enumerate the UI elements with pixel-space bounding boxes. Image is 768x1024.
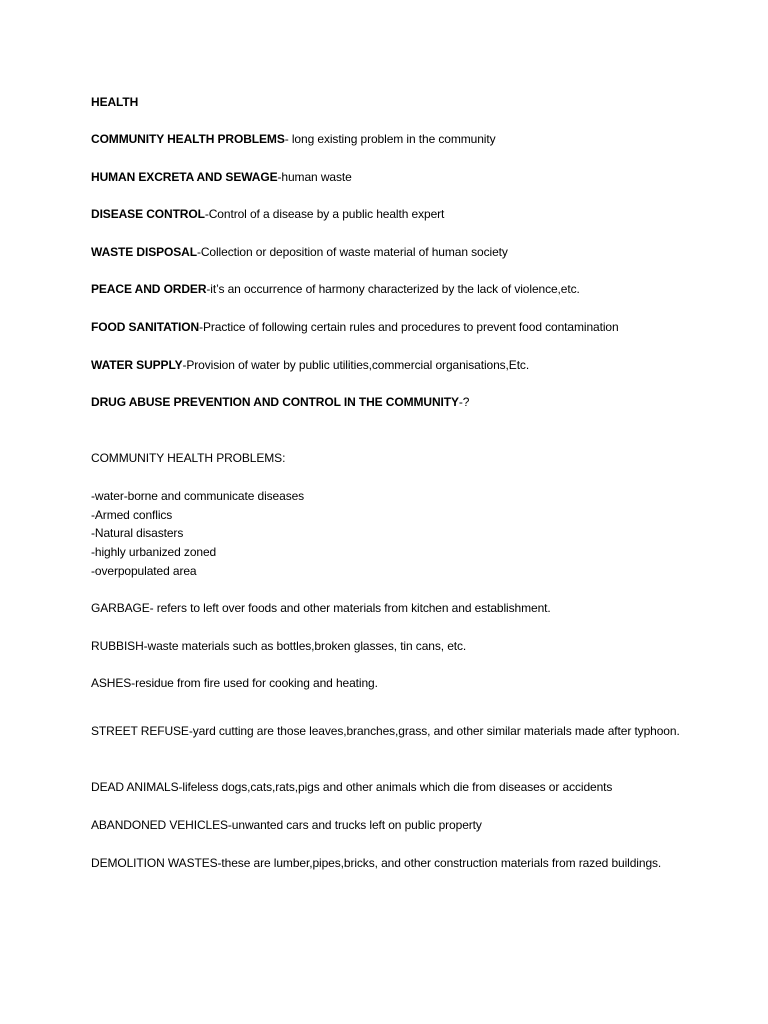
waste-item: STREET REFUSE-yard cutting are those leaves,branches,grass, and other similar materials made after typhoon. (91, 724, 680, 738)
definition-term: PEACE AND ORDER (91, 282, 207, 296)
definition-item (91, 244, 508, 260)
definition-term: DRUG ABUSE PREVENTION AND CONTROL IN THE COMMUNITY (91, 395, 459, 409)
list-item: -highly urbanized zoned (91, 545, 217, 559)
definition-item (91, 394, 469, 410)
definition-item (91, 357, 529, 373)
definition-item (91, 131, 496, 147)
list-item: -water-borne and communicate diseases (91, 489, 305, 503)
definition-desc: -? (458, 395, 470, 409)
document-title: HEALTH (91, 95, 139, 109)
definition-term: WASTE DISPOSAL (91, 245, 197, 259)
list-item: -overpopulated area (91, 564, 197, 578)
list-item: -Armed conflics (91, 508, 173, 522)
waste-item: DEMOLITION WASTES-these are lumber,pipes,bricks, and other construction materials from razed buildings. (91, 856, 662, 870)
definition-desc: -Control of a disease by a public health expert (204, 207, 445, 221)
waste-item: RUBBISH-waste materials such as bottles,broken glasses, tin cans, etc. (91, 639, 467, 653)
definition-desc: -human waste (277, 170, 352, 184)
definition-item (91, 281, 580, 297)
definition-term: DISEASE CONTROL (91, 207, 205, 221)
list-item: -Natural disasters (91, 526, 184, 540)
waste-item: ASHES-residue from fire used for cooking and heating. (91, 676, 378, 690)
definition-item (91, 169, 352, 185)
waste-item: DEAD ANIMALS-lifeless dogs,cats,rats,pigs and other animals which die from diseases or accidents (91, 780, 613, 794)
definition-item (91, 319, 619, 335)
definition-desc: -Provision of water by public utilities,commercial organisations,Etc. (182, 358, 530, 372)
waste-item: GARBAGE- refers to left over foods and other materials from kitchen and establishment. (91, 601, 551, 615)
problems-heading: COMMUNITY HEALTH PROBLEMS: (91, 451, 286, 465)
definition-term: HUMAN EXCRETA AND SEWAGE (91, 170, 278, 184)
definition-item (91, 206, 444, 222)
definition-desc: -Collection or deposition of waste material of human society (196, 245, 508, 259)
definition-term: FOOD SANITATION (91, 320, 200, 334)
waste-item: ABANDONED VEHICLES-unwanted cars and trucks left on public property (91, 818, 482, 832)
definition-term: COMMUNITY HEALTH PROBLEMS (91, 132, 285, 146)
definition-desc: - long existing problem in the community (284, 132, 496, 146)
definition-desc: -Practice of following certain rules and procedures to prevent food contamination (199, 320, 619, 334)
definition-desc: -it’s an occurrence of harmony characterized by the lack of violence,etc. (206, 282, 580, 296)
definition-term: WATER SUPPLY (91, 358, 183, 372)
